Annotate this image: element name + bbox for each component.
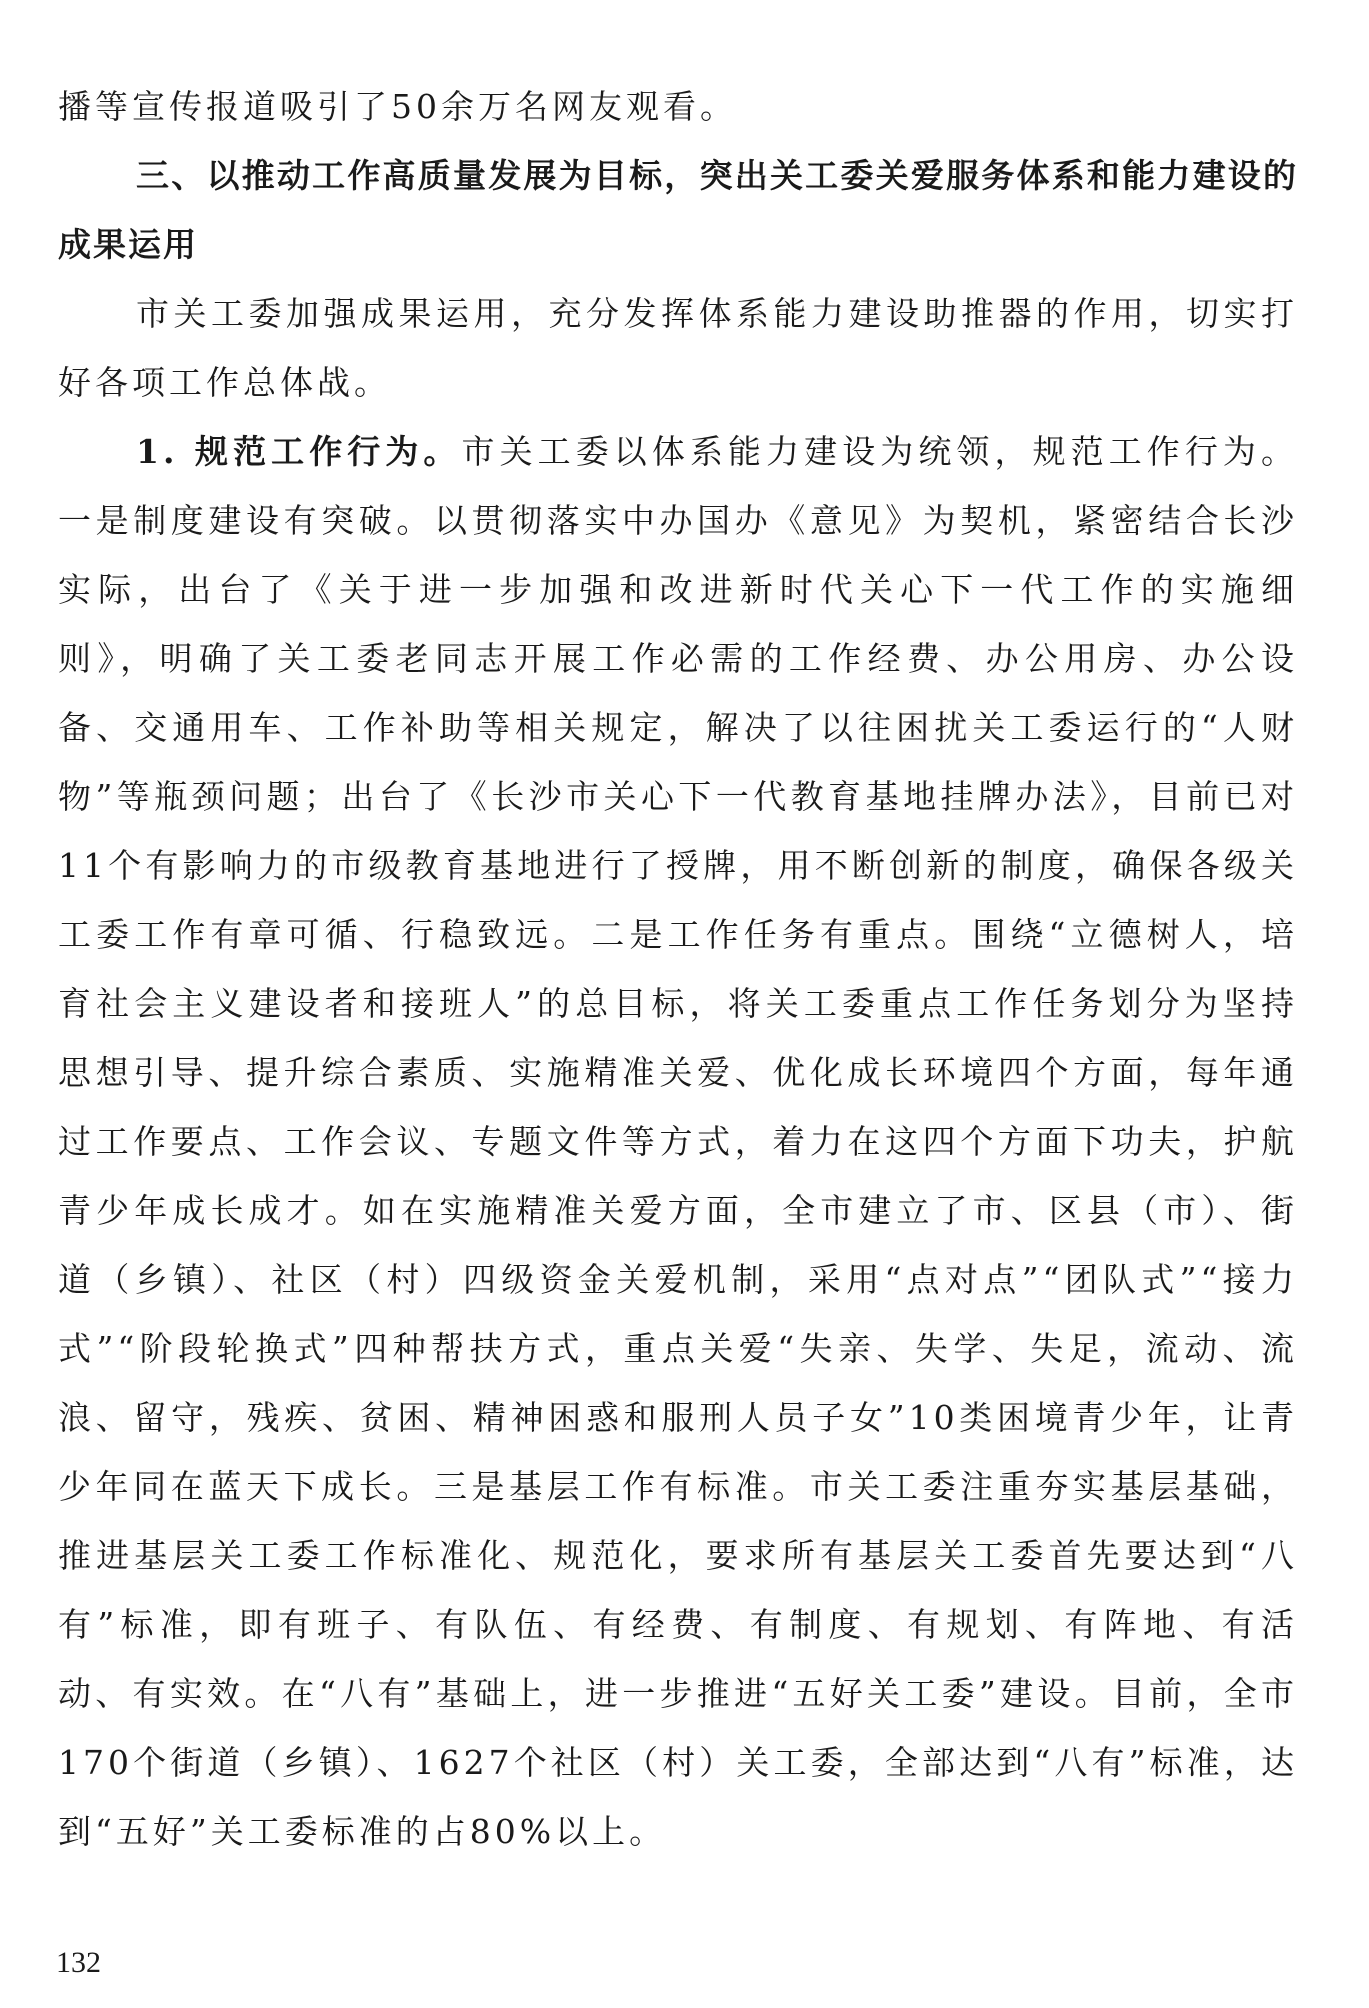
item1-title: 1. 规范工作行为。 xyxy=(136,432,462,471)
page-number: 132 xyxy=(56,1946,101,1979)
text-column xyxy=(58,72,1298,1866)
item1-paragraph xyxy=(58,417,1298,1866)
section-heading: 三、以推动工作高质量发展为目标，突出关工委关爱服务体系和能力建设的成果运用 xyxy=(58,156,1298,264)
item1-body: 市关工委以体系能力建设为统领，规范工作行为。一是制度建设有突破。以贯彻落实中办国办《意见》为契机，紧密结合长沙实际，出台了《关于进一步加强和改进新时代关心下一代工作的实施细则》，明确了关工委老同志开展工作必需的工作经费、办公用房、办公设备、交通用车、工作补助等相关规定，解决了以往困扰关工委运行的“人财物”等瓶颈问题；出台了《长沙市关心下一代教育基地挂牌办法》，目前已对11个有影响力的市级教育基地进行了授牌，用不断创新的制度，确保各级关工委工作有章可循、行稳致远。二是工作任务有重点。围绕“立德树人，培育社会主义建设者和接班人”的总目标，将关工委重点工作任务划分为坚持思想引导、提升综合素质、实施精准关爱、优化成长环境四个方面，每年通过工作要点、工作会议、专题文件等方式，着力在这四个方面下功夫，护航青少年成长成才。如在实施精准关爱方面，全市建立了市、区县（市）、街道（乡镇）、社区（村）四级资金关爱机制，采用“点对点”“团队式”“接力式”“阶段轮换式”四种帮扶方式，重点关爱“失亲、失学、失足，流动、流浪、留守，残疾、贫困、精神困惑和服刑人员子女”10类困境青少年，让青少年同在蓝天下成长。三是基层工作有标准。市关工委注重夯实基层基础，推进基层关工委工作标准化、规范化，要求所有基层关工委首先要达到“八有”标准，即有班子、有队伍、有经费、有制度、有规划、有阵地、有活动、有实效。在“八有”基础上，进一步推进“五好关工委”建设。目前，全市170个街道（乡镇）、1627个社区（村）关工委，全部达到“八有”标准，达到“五好”关工委标准的占80%以上。 xyxy=(58,432,1298,1851)
intro-paragraph: 市关工委加强成果运用，充分发挥体系能力建设助推器的作用，切实打好各项工作总体战。 xyxy=(58,294,1298,402)
continuation-paragraph: 播等宣传报道吸引了50余万名网友观看。 xyxy=(58,87,737,126)
